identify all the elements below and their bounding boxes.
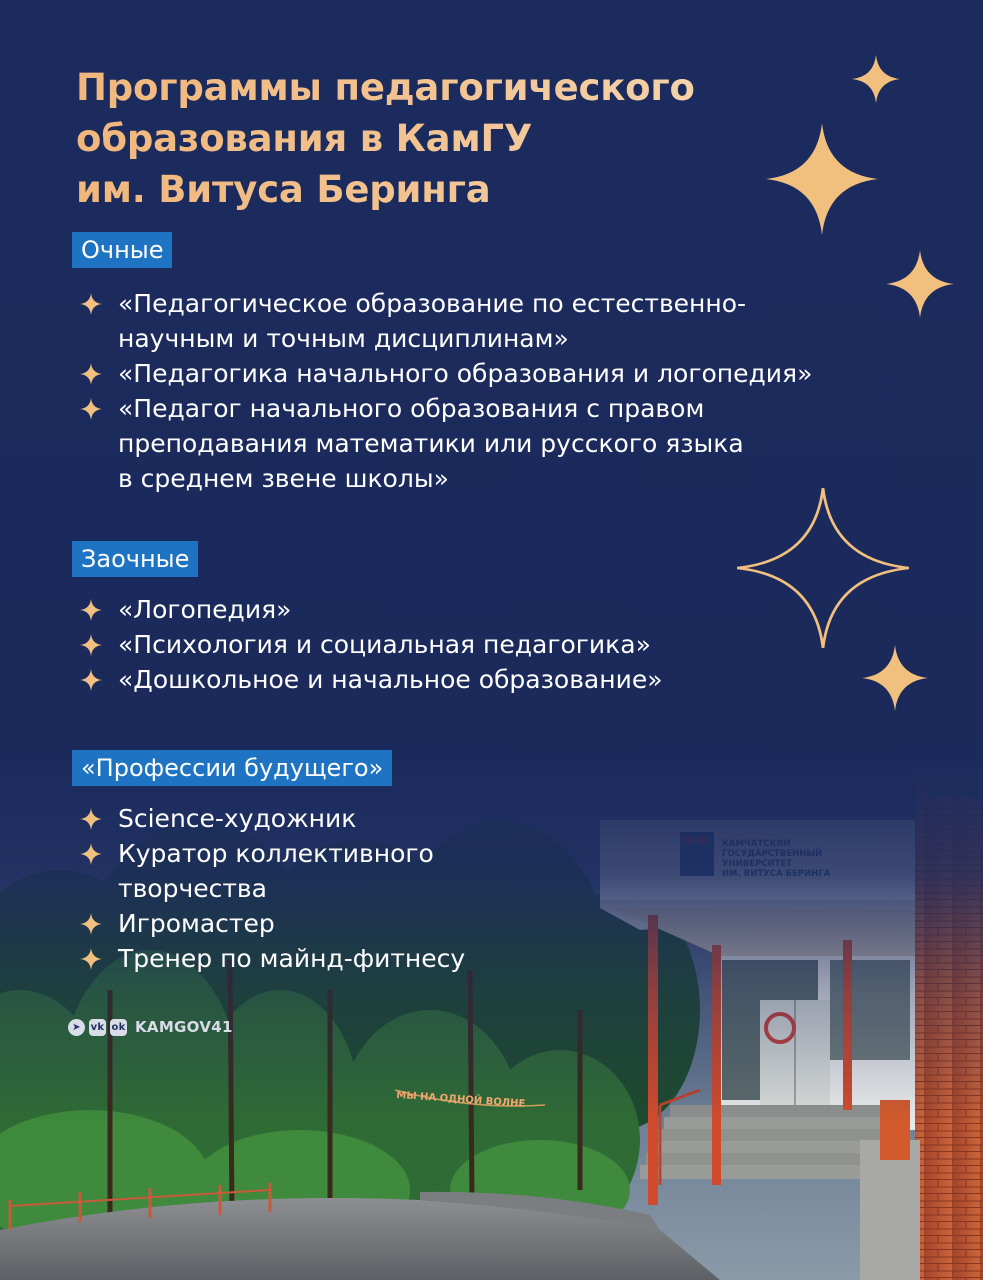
star-bullet-icon [80,843,102,865]
title-line-1: Программы педагогического [76,66,695,109]
list-item [80,356,812,391]
list-item [80,801,465,836]
section-label-full-time: Очные [72,232,172,268]
list-item [80,391,812,496]
sparkle-icon [862,645,928,711]
full-time-program-list [80,286,812,496]
part-time-program-list [80,592,663,697]
section-label-part-time: Заочные [72,541,198,577]
star-bullet-icon [80,363,102,385]
list-item-text: «Логопедия» [118,595,292,624]
star-bullet-icon [80,599,102,621]
list-item-text: Science-художник [118,804,357,833]
list-item [80,627,663,662]
list-item-text: «Педагог начального образования с правом [118,394,705,423]
list-item [80,592,663,627]
telegram-icon[interactable]: ➤ [68,1019,85,1036]
list-item-text: в среднем звене школы» [118,464,449,493]
star-bullet-icon [80,948,102,970]
vk-icon[interactable]: vk [89,1019,106,1036]
list-item-text: «Дошкольное и начальное образование» [118,665,663,694]
star-bullet-icon [80,669,102,691]
list-item [80,836,465,906]
star-bullet-icon [80,808,102,830]
star-bullet-icon [80,398,102,420]
list-item-text: Игромастер [118,909,275,938]
sparkle-icon [886,250,954,318]
list-item-text: «Педагогическое образование по естественно- [118,289,747,318]
list-item [80,286,812,356]
list-item-text: Куратор коллективного [118,839,434,868]
sparkle-icon [766,123,878,235]
sparkle-outline-icon [737,488,909,648]
list-item [80,906,465,941]
star-bullet-icon [80,913,102,935]
list-item-text: «Психология и социальная педагогика» [118,630,651,659]
list-item-text: преподавания математики или русского языка [118,429,744,458]
title-line-2: образования в КамГУ [76,117,533,160]
page-title [76,62,836,215]
list-item [80,941,465,976]
list-item-text: «Педагогика начального образования и логопедия» [118,359,813,388]
section-label-future-professions: «Профессии будущего» [72,750,392,786]
social-handle[interactable]: KAMGOV41 [135,1018,233,1036]
list-item-text: Тренер по майнд-фитнесу [118,944,466,973]
sparkle-icon [852,55,900,103]
ok-icon[interactable]: ok [110,1019,127,1036]
future-professions-list [80,801,465,976]
title-line-3: им. Витуса Беринга [76,168,491,211]
list-item [80,662,663,697]
list-item-text: творчества [118,874,267,903]
social-handle-row [68,1016,233,1038]
star-bullet-icon [80,293,102,315]
list-item-text: научным и точным дисциплинам» [118,324,569,353]
star-bullet-icon [80,634,102,656]
